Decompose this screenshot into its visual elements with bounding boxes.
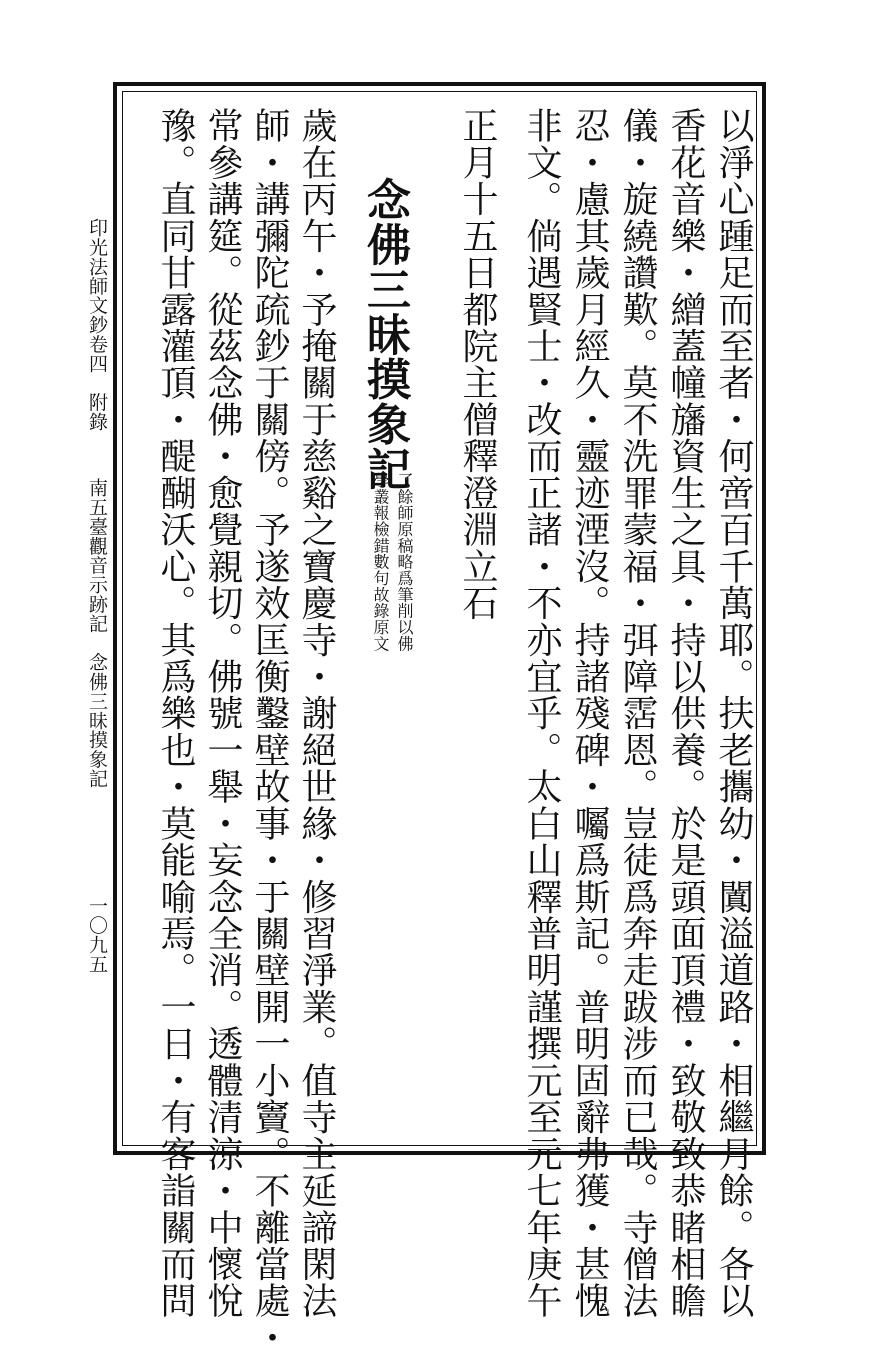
text-column-5: 非文。倘遇賢士・改而正諸・不亦宜乎。太白山釋普明謹撰元至元七年庚午	[521, 107, 562, 1319]
section-column-3: 常參講筵。從茲念佛・愈覺親切。佛號一舉・妄念全消。透體清涼・中懷悅	[202, 107, 243, 1319]
text-column-6: 正月十五日都院主僧釋澄淵立石	[457, 107, 498, 622]
text-column-1: 以淨心踵足而至者・何啻百千萬耶。扶老攜幼・闐溢道路・相繼月餘。各以	[713, 107, 754, 1319]
running-head-chapter: 南五臺觀音示跡記 念佛三昧摸象記	[86, 478, 108, 789]
section-column-2: 師・講彌陀疏鈔于關傍。予遂效匡衡鑿壁故事・于關壁開一小竇。不離當處・	[249, 107, 290, 1355]
page-number: 一〇九五	[86, 896, 108, 974]
text-column-2: 香花音樂・繒蓋幢旛資生之具・持以供養。於是頭面頂禮・致敬致恭睹相瞻	[665, 107, 706, 1319]
text-column-3: 儀・旋繞讚歎。莫不洗罪蒙福・弭障霑恩。豈徒爲奔走跋涉而已哉。寺僧法	[617, 107, 658, 1319]
section-title: 念佛三昧摸象記	[359, 177, 410, 492]
running-head-book: 印光法師文鈔卷四 附錄	[86, 218, 108, 432]
text-column-4: 忍・慮其歲月經久・靈迹湮沒。持諸殘碑・囑爲斯記。普明固辭弗獲・甚愧	[569, 107, 610, 1319]
title-note-line-2: 學叢報檢錯數句故錄原文	[371, 472, 390, 652]
section-column-1: 歲在丙午・予掩關于慈谿之寶慶寺・謝絕世緣・修習淨業。值寺主延諦閑法	[296, 107, 337, 1319]
section-column-4: 豫。直同甘露灌頂・醍醐沃心。其爲樂也・莫能喻焉。一日・有客詣關而問	[155, 107, 196, 1319]
title-note-line-1: 了餘師原稿略爲筆削以佛	[395, 472, 414, 652]
